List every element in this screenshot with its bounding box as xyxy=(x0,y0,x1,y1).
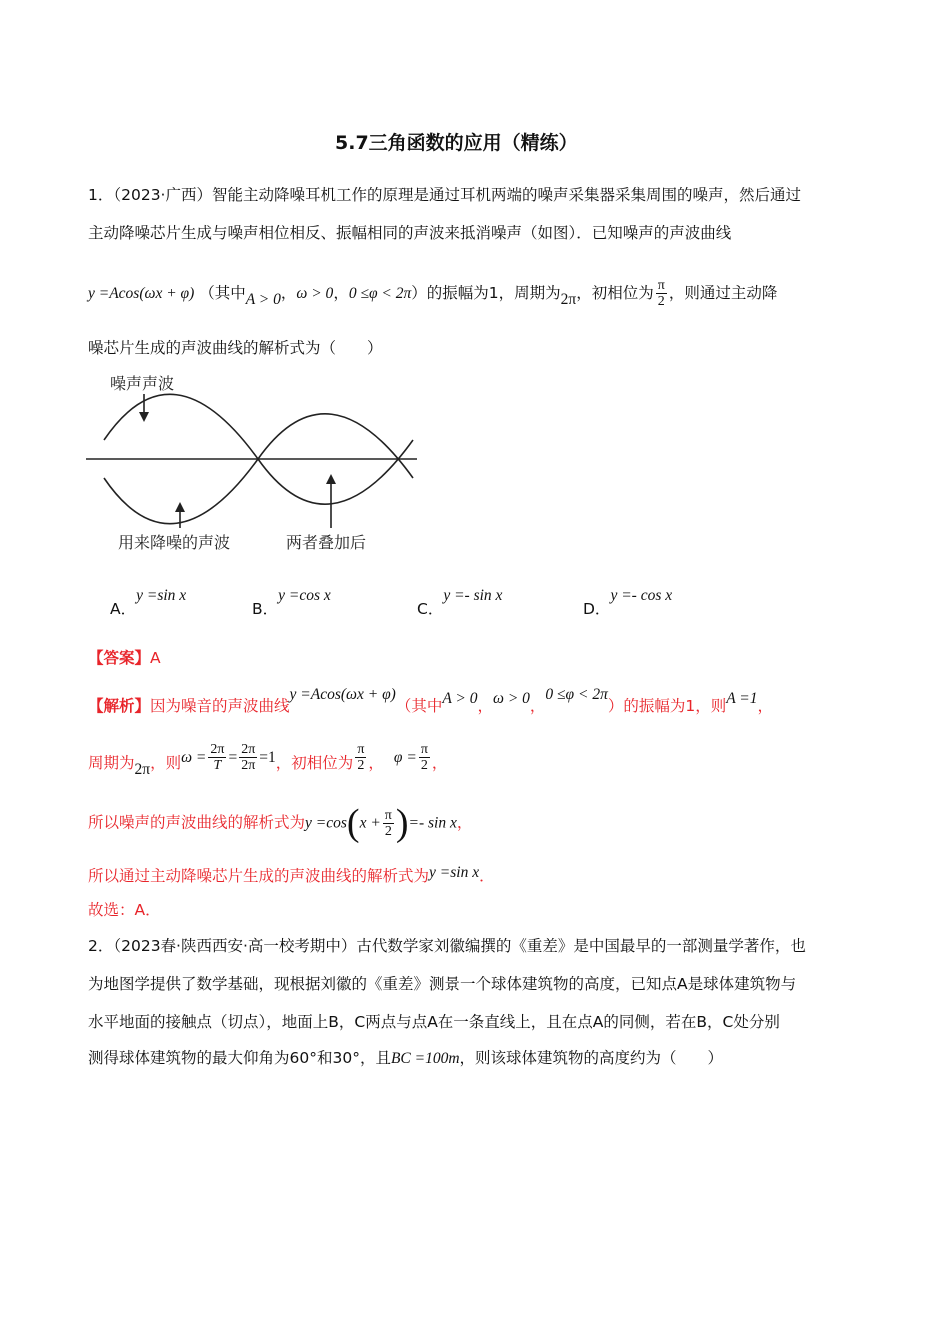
analysis-l2-sep: ， xyxy=(368,754,384,772)
analysis-phi-frac xyxy=(419,742,430,773)
q1-line4: 噪芯片生成的声波曲线的解析式为（ ） xyxy=(88,339,383,357)
analysis-omega-result: =1 xyxy=(259,749,276,766)
cond-a-positive: A > 0 xyxy=(245,291,281,308)
analysis-l1-sep1: ， xyxy=(477,697,493,715)
analysis-conclusion: 故选：A． xyxy=(88,901,161,919)
frac1-num: 2π xyxy=(210,742,225,757)
analysis-omega: ω = xyxy=(181,749,207,766)
frac2-den: 2π xyxy=(241,758,256,773)
analysis-line4 xyxy=(88,860,495,885)
q2-line3: 水平地面的接触点（切点），地面上B，C两点与点A在一条直线上，且在点A的同侧，若在B，C处分别 xyxy=(88,1013,780,1031)
noise-arrow-head xyxy=(139,412,149,422)
q1-l3-text-c: ，初相位为 xyxy=(576,284,654,302)
analysis-eq: = xyxy=(228,749,238,766)
q1-l3-text-b: ）的振幅为1，周期为 xyxy=(411,284,561,302)
answer-label: 【答案】 xyxy=(88,649,151,667)
phase-frac-den: 2 xyxy=(357,758,365,773)
analysis-l2-b: ，则 xyxy=(150,754,182,772)
option-a[interactable] xyxy=(110,583,187,618)
sound-wave-figure xyxy=(82,370,427,560)
label-sum-wave: 两者叠加后 xyxy=(286,533,367,552)
analysis-frac-2pi-over-t xyxy=(208,742,226,773)
q2-l4-b: ，则该球体建筑物的高度约为（ ） xyxy=(459,1049,724,1067)
option-d-letter: D． xyxy=(583,600,611,618)
analysis-l4-a: 所以通过主动降噪芯片生成的声波曲线的解析式为 xyxy=(88,867,430,885)
analysis-l1-end: ， xyxy=(757,697,774,715)
option-a-letter: A． xyxy=(110,600,137,618)
answer-value: A xyxy=(150,649,161,667)
q2-line4 xyxy=(88,1046,723,1068)
q2-bc-formula: BC =100m xyxy=(390,1050,460,1067)
frac2-num: 2π xyxy=(241,742,256,757)
analysis-line1 xyxy=(88,686,774,715)
q1-line1: 1．（2023·广西）智能主动降噪耳机工作的原理是通过耳机两端的噪声采集器采集周围的噪声，然后通过 xyxy=(88,186,801,204)
analysis-line2 xyxy=(88,742,448,778)
analysis-cond-phi: 0 ≤φ < 2π xyxy=(545,686,608,703)
q2-l4-a: 测得球体建筑物的最大仰角为60°和30°，且 xyxy=(88,1049,391,1067)
phase-numerator: π xyxy=(657,278,665,293)
cond-phi-range: 0 ≤φ < 2π xyxy=(348,285,412,302)
analysis-sin-formula: y =sin x xyxy=(429,864,480,881)
analysis-l3-a: 所以噪声的声波曲线的解析式为 xyxy=(88,813,306,832)
analysis-phase-frac xyxy=(355,742,366,773)
analysis-neg-sin: =- sin x xyxy=(408,814,457,832)
answer-line xyxy=(88,646,161,668)
analysis-l1-c: ）的振幅为1，则 xyxy=(607,697,727,715)
analysis-l1-b: （其中 xyxy=(395,697,443,715)
q1-line3 xyxy=(88,278,777,309)
q2-line1: 2．（2023春·陕西西安·高一校考期中）古代数学家刘徽编撰的《重差》是中国最早的一部测量学著作，也 xyxy=(88,937,806,955)
phase-denominator: 2 xyxy=(657,294,665,309)
frac1-den: T xyxy=(213,758,222,773)
page-title: 5.7三角函数的应用（精练） xyxy=(335,132,578,154)
analysis-shift-frac xyxy=(383,808,394,839)
shift-frac-den: 2 xyxy=(384,823,392,839)
q1-l3-sep2: ， xyxy=(333,284,349,302)
phase-fraction xyxy=(656,278,667,309)
q1-l3-sep1: ， xyxy=(280,284,297,302)
option-b-letter: B． xyxy=(252,600,279,618)
analysis-l2-a: 周期为 xyxy=(88,754,135,772)
analysis-cos-formula: y =cos xyxy=(305,814,347,832)
option-d[interactable] xyxy=(583,583,673,618)
cancel-arrow-head xyxy=(175,502,185,512)
analysis-l2-end: ， xyxy=(431,754,448,772)
shift-frac-num: π xyxy=(384,807,392,823)
sum-arrow-head xyxy=(326,474,336,484)
left-paren: ( xyxy=(346,802,360,844)
analysis-l2-c: ，初相位为 xyxy=(275,754,354,772)
analysis-noise-formula: y =Acos(ωx + φ) xyxy=(289,686,396,703)
noise-wave-formula: y =Acos(ωx + φ) xyxy=(88,285,195,302)
analysis-l1-sep2: ， xyxy=(529,697,546,715)
option-a-formula: y =sin x xyxy=(136,587,187,604)
q1-l3-text-d: ，则通过主动降 xyxy=(668,284,778,302)
analysis-cond-a: A > 0 xyxy=(442,690,478,707)
analysis-phi: φ = xyxy=(393,749,417,766)
option-b[interactable] xyxy=(252,583,331,618)
analysis-cond-omega: ω > 0 xyxy=(493,690,530,707)
phase-frac-num: π xyxy=(357,742,365,757)
option-b-formula: y =cos x xyxy=(278,587,331,604)
option-c[interactable] xyxy=(417,583,503,618)
q1-l3-text-a: （其中 xyxy=(199,284,246,302)
analysis-amplitude: A =1 xyxy=(726,690,758,707)
q2-line2: 为地图学提供了数学基础，现根据刘徽的《重差》测景一个球体建筑物的高度，已知点A是球体建筑物与 xyxy=(88,975,797,993)
analysis-l1-a: 因为噪音的声波曲线 xyxy=(150,697,290,715)
analysis-l4-end: ． xyxy=(479,867,495,885)
analysis-period: 2π xyxy=(134,761,151,778)
q1-line2: 主动降噪芯片生成与噪声相位相反、振幅相同的声波来抵消噪声（如图）．已知噪声的声波曲线 xyxy=(88,224,732,242)
phi-frac-den: 2 xyxy=(420,758,428,773)
cond-omega-positive: ω > 0 xyxy=(296,285,334,302)
option-d-formula: y =- cos x xyxy=(610,587,673,604)
option-c-formula: y =- sin x xyxy=(443,587,503,604)
label-noise-wave: 噪声声波 xyxy=(110,374,175,393)
wave-curve-b xyxy=(104,414,413,524)
analysis-l3-end: ， xyxy=(456,813,473,832)
right-paren: ) xyxy=(395,802,409,844)
option-c-letter: C． xyxy=(417,600,444,618)
analysis-label: 【解析】 xyxy=(88,697,151,715)
analysis-frac-2pi-over-2pi xyxy=(239,742,257,773)
analysis-line3 xyxy=(88,804,472,842)
phi-frac-num: π xyxy=(420,742,428,757)
period-value: 2π xyxy=(560,291,577,308)
analysis-x-plus: x + xyxy=(359,814,381,832)
wave-curve-a xyxy=(104,394,413,504)
label-cancel-wave: 用来降噪的声波 xyxy=(118,533,231,552)
